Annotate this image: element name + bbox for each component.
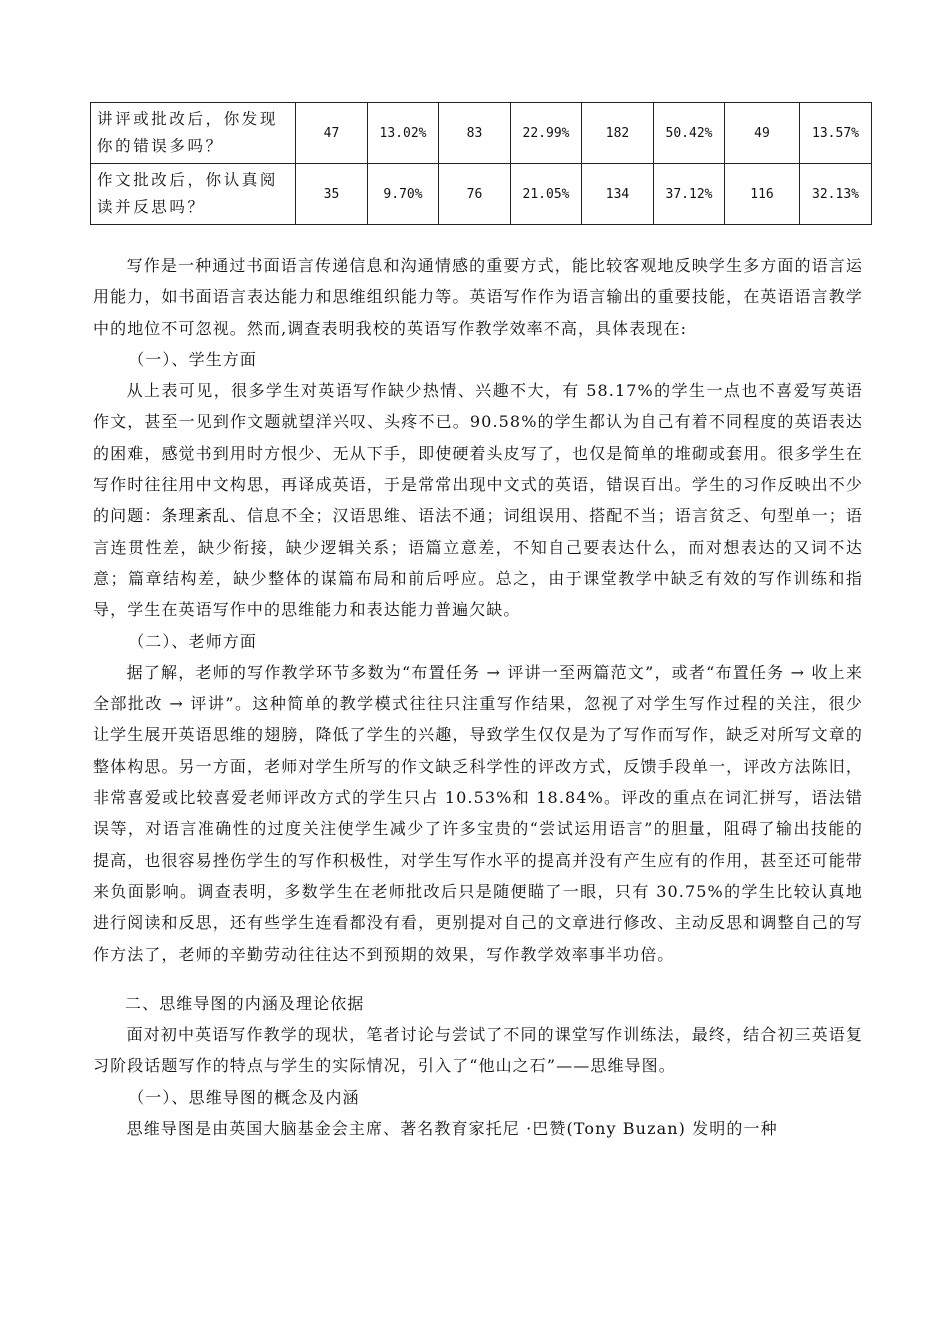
count-cell: 182: [582, 103, 654, 164]
percent-cell: 21.05%: [511, 164, 582, 225]
intro-paragraph: 写作是一种通过书面语言传递信息和沟通情感的重要方式，能比较客观地反映学生多方面的语言运用能力，如书面语言表达能力和思维组织能力等。英语写作作为语言输出的重要技能，在英语语言教学中的地位不可忽视。然而,调查表明我校的英语写作教学效率不高，具体表现在:: [93, 256, 863, 338]
table-row: [91, 164, 872, 225]
count-cell: 49: [725, 103, 800, 164]
article-body: [93, 250, 863, 1144]
question-cell: 讲评或批改后，你发现你的错误多吗？: [91, 103, 296, 164]
teachers-paragraph: 据了解，老师的写作教学环节多数为“布置任务 → 评讲一至两篇范文”，或者“布置任务 → 收上来全部批改 → 评讲”。这种简单的教学模式往往只注重写作结果，忽视了对学生写作过程的关注，很少让学生展开英语思维的翅膀，降低了学生的兴趣，导致学生仅仅是为了写作而写作，缺乏对所写文章的整体构思。另一方面，老师对学生所写的作文缺乏科学性的评改方式，反馈手段单一，评改方法陈旧，非常喜爱或比较喜爱老师评改方式的学生只占 10.53%和 18.84%。评改的重点在词汇拼写，语法错误等，对语言准确性的过度关注使学生减少了许多宝贵的“尝试运用语言”的胆量，阻碍了输出技能的提高，也很容易挫伤学生的写作积极性，对学生写作水平的提高并没有产生应有的作用，甚至还可能带来负面影响。调查表明，多数学生在老师批改后只是随便瞄了一眼，只有 30.75%的学生比较认真地进行阅读和反思，还有些学生连看都没有看，更别提对自己的文章进行修改、主动反思和调整自己的写作方法了，老师的辛勤劳动往往达不到预期的效果，写作教学效率事半功倍。: [93, 662, 863, 964]
percent-cell: 13.57%: [800, 103, 872, 164]
count-cell: 35: [296, 164, 368, 225]
count-cell: 134: [582, 164, 654, 225]
section-heading: 二、思维导图的内涵及理论依据: [125, 993, 365, 1013]
survey-results-table: [90, 102, 872, 225]
mindmap-definition-paragraph: 思维导图是由英国大脑基金会主席、著名教育家托尼 ·巴赞(Tony Buzan) 发明的一种: [126, 1119, 778, 1139]
count-cell: 116: [725, 164, 800, 225]
percent-cell: 32.13%: [800, 164, 872, 225]
count-cell: 47: [296, 103, 368, 164]
mindmap-intro-paragraph: 面对初中英语写作教学的现状，笔者讨论与尝试了不同的课堂写作训练法，最终，结合初三英语复习阶段话题写作的特点与学生的实际情况，引入了“他山之石”——思维导图。: [93, 1025, 863, 1076]
percent-cell: 22.99%: [511, 103, 582, 164]
percent-cell: 9.70%: [368, 164, 439, 225]
subheading-teachers: （二）、老师方面: [128, 631, 257, 651]
question-cell: 作文批改后，你认真阅读并反思吗？: [91, 164, 296, 225]
count-cell: 76: [439, 164, 511, 225]
subheading-students: （一）、学生方面: [128, 349, 257, 369]
table-row: [91, 103, 872, 164]
percent-cell: 13.02%: [368, 103, 439, 164]
subheading-mindmap-concept: （一）、思维导图的概念及内涵: [128, 1087, 360, 1107]
percent-cell: 50.42%: [654, 103, 725, 164]
percent-cell: 37.12%: [654, 164, 725, 225]
students-paragraph: 从上表可见，很多学生对英语写作缺少热情、兴趣不大，有 58.17%的学生一点也不喜爱写英语作文，甚至一见到作文题就望洋兴叹、头疼不已。90.58%的学生都认为自己有着不同程度的英语表达的困难，感觉书到用时方恨少、无从下手，即使硬着头皮写了，也仅是简单的堆砌或套用。很多学生在写作时往往用中文构思，再译成英语，于是常常出现中文式的英语，错误百出。学生的习作反映出不少的问题：条理紊乱、信息不全；汉语思维、语法不通；词组误用、搭配不当；语言贫乏、句型单一；语言连贯性差，缺少衔接，缺少逻辑关系；语篇立意差，不知自己要表达什么，而对想表达的又词不达意；篇章结构差，缺少整体的谋篇布局和前后呼应。总之，由于课堂教学中缺乏有效的写作训练和指导，学生在英语写作中的思维能力和表达能力普遍欠缺。: [93, 381, 863, 620]
count-cell: 83: [439, 103, 511, 164]
